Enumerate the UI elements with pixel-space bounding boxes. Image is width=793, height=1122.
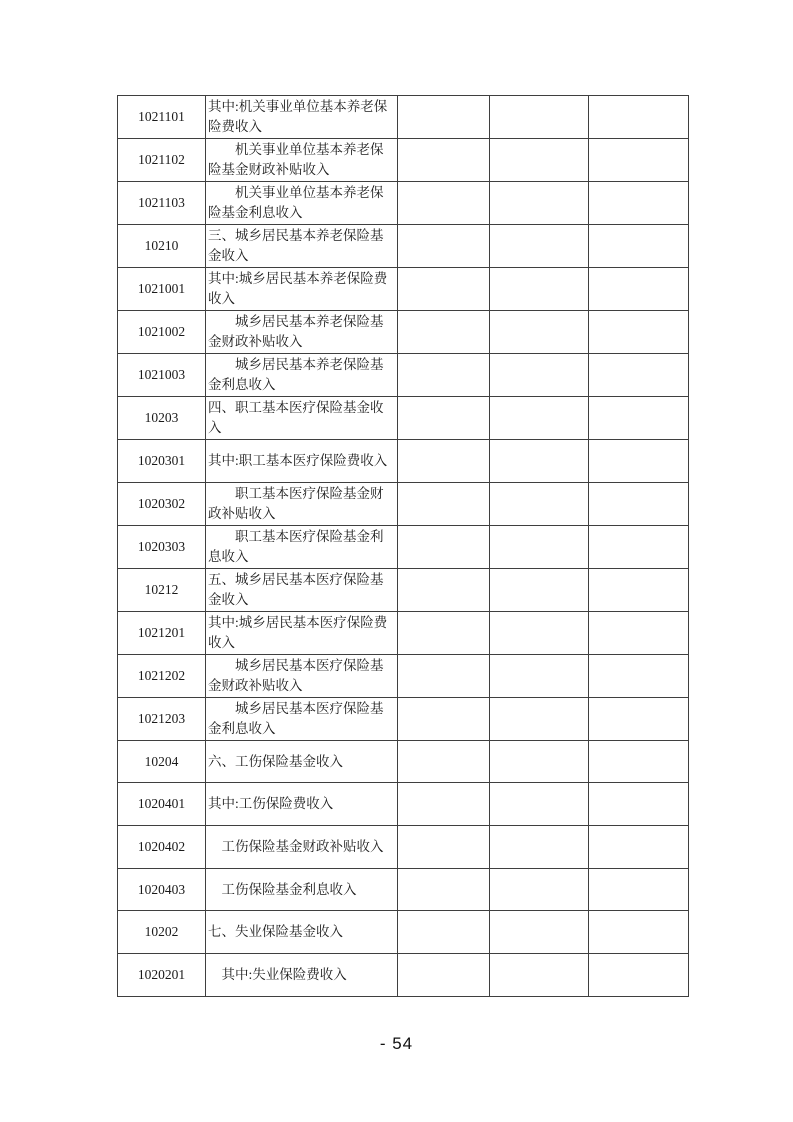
value-cell-3 xyxy=(589,139,689,182)
table-row xyxy=(118,568,689,611)
value-cell-1 xyxy=(398,697,490,740)
value-cell-3 xyxy=(589,826,689,869)
value-cell-3 xyxy=(589,225,689,268)
item-cell: 其中:工伤保险费收入 xyxy=(206,783,398,826)
value-cell-1 xyxy=(398,954,490,997)
code-cell: 1021103 xyxy=(118,182,206,225)
code-cell: 1020402 xyxy=(118,826,206,869)
value-cell-2 xyxy=(490,568,589,611)
value-cell-2 xyxy=(490,954,589,997)
value-cell-3 xyxy=(589,611,689,654)
item-cell: 工伤保险基金利息收入 xyxy=(206,868,398,911)
code-cell: 1021102 xyxy=(118,139,206,182)
table-row xyxy=(118,783,689,826)
code-cell: 10210 xyxy=(118,225,206,268)
code-cell: 1020201 xyxy=(118,954,206,997)
item-cell: 工伤保险基金财政补贴收入 xyxy=(206,826,398,869)
table-row xyxy=(118,954,689,997)
value-cell-3 xyxy=(589,654,689,697)
table-row xyxy=(118,654,689,697)
item-cell: 机关事业单位基本养老保险基金利息收入 xyxy=(206,182,398,225)
item-cell: 机关事业单位基本养老保险基金财政补贴收入 xyxy=(206,139,398,182)
value-cell-2 xyxy=(490,525,589,568)
value-cell-2 xyxy=(490,182,589,225)
value-cell-1 xyxy=(398,397,490,440)
value-cell-1 xyxy=(398,482,490,525)
value-cell-2 xyxy=(490,654,589,697)
value-cell-1 xyxy=(398,182,490,225)
value-cell-1 xyxy=(398,525,490,568)
table-row xyxy=(118,868,689,911)
code-cell: 10204 xyxy=(118,740,206,783)
item-cell: 职工基本医疗保险基金财政补贴收入 xyxy=(206,482,398,525)
table-row xyxy=(118,697,689,740)
code-cell: 1021202 xyxy=(118,654,206,697)
value-cell-2 xyxy=(490,96,589,139)
item-cell: 四、职工基本医疗保险基金收入 xyxy=(206,397,398,440)
table-row xyxy=(118,740,689,783)
value-cell-2 xyxy=(490,354,589,397)
value-cell-3 xyxy=(589,397,689,440)
value-cell-3 xyxy=(589,482,689,525)
table-row xyxy=(118,826,689,869)
value-cell-1 xyxy=(398,268,490,311)
value-cell-1 xyxy=(398,911,490,954)
code-cell: 1020301 xyxy=(118,440,206,483)
value-cell-1 xyxy=(398,440,490,483)
table-row xyxy=(118,397,689,440)
code-cell: 1021201 xyxy=(118,611,206,654)
value-cell-3 xyxy=(589,740,689,783)
value-cell-2 xyxy=(490,225,589,268)
table-row xyxy=(118,225,689,268)
value-cell-2 xyxy=(490,482,589,525)
code-cell: 10202 xyxy=(118,911,206,954)
item-cell: 职工基本医疗保险基金利息收入 xyxy=(206,525,398,568)
code-cell: 1020303 xyxy=(118,525,206,568)
value-cell-1 xyxy=(398,96,490,139)
item-cell: 其中:机关事业单位基本养老保险费收入 xyxy=(206,96,398,139)
item-cell: 六、工伤保险基金收入 xyxy=(206,740,398,783)
item-cell: 七、失业保险基金收入 xyxy=(206,911,398,954)
item-cell: 其中:职工基本医疗保险费收入 xyxy=(206,440,398,483)
table-row xyxy=(118,611,689,654)
value-cell-2 xyxy=(490,697,589,740)
value-cell-3 xyxy=(589,568,689,611)
table-row xyxy=(118,182,689,225)
table-row xyxy=(118,482,689,525)
code-cell: 10203 xyxy=(118,397,206,440)
value-cell-2 xyxy=(490,611,589,654)
table-body xyxy=(118,96,689,997)
value-cell-3 xyxy=(589,868,689,911)
value-cell-2 xyxy=(490,268,589,311)
value-cell-2 xyxy=(490,311,589,354)
value-cell-2 xyxy=(490,440,589,483)
code-cell: 1020302 xyxy=(118,482,206,525)
item-cell: 其中:城乡居民基本医疗保险费收入 xyxy=(206,611,398,654)
code-cell: 1021203 xyxy=(118,697,206,740)
value-cell-1 xyxy=(398,139,490,182)
table-row xyxy=(118,268,689,311)
value-cell-2 xyxy=(490,868,589,911)
code-cell: 1021003 xyxy=(118,354,206,397)
budget-income-table xyxy=(117,95,689,997)
value-cell-3 xyxy=(589,311,689,354)
table-row xyxy=(118,96,689,139)
item-cell: 三、城乡居民基本养老保险基金收入 xyxy=(206,225,398,268)
item-cell: 五、城乡居民基本医疗保险基金收入 xyxy=(206,568,398,611)
value-cell-1 xyxy=(398,611,490,654)
code-cell: 1020401 xyxy=(118,783,206,826)
value-cell-2 xyxy=(490,139,589,182)
value-cell-1 xyxy=(398,826,490,869)
item-cell: 城乡居民基本养老保险基金财政补贴收入 xyxy=(206,311,398,354)
item-cell: 其中:失业保险费收入 xyxy=(206,954,398,997)
value-cell-1 xyxy=(398,354,490,397)
value-cell-3 xyxy=(589,697,689,740)
page-number: - 54 xyxy=(379,1034,414,1053)
value-cell-1 xyxy=(398,783,490,826)
value-cell-3 xyxy=(589,354,689,397)
value-cell-2 xyxy=(490,826,589,869)
item-cell: 城乡居民基本养老保险基金利息收入 xyxy=(206,354,398,397)
value-cell-1 xyxy=(398,740,490,783)
value-cell-1 xyxy=(398,868,490,911)
value-cell-2 xyxy=(490,740,589,783)
code-cell: 1020403 xyxy=(118,868,206,911)
value-cell-2 xyxy=(490,783,589,826)
code-cell: 1021002 xyxy=(118,311,206,354)
value-cell-3 xyxy=(589,96,689,139)
code-cell: 1021001 xyxy=(118,268,206,311)
table-row xyxy=(118,311,689,354)
value-cell-3 xyxy=(589,525,689,568)
value-cell-1 xyxy=(398,568,490,611)
code-cell: 1021101 xyxy=(118,96,206,139)
value-cell-2 xyxy=(490,911,589,954)
item-cell: 其中:城乡居民基本养老保险费收入 xyxy=(206,268,398,311)
value-cell-3 xyxy=(589,182,689,225)
value-cell-3 xyxy=(589,911,689,954)
value-cell-3 xyxy=(589,268,689,311)
value-cell-1 xyxy=(398,225,490,268)
code-cell: 10212 xyxy=(118,568,206,611)
table-row xyxy=(118,440,689,483)
item-cell: 城乡居民基本医疗保险基金利息收入 xyxy=(206,697,398,740)
value-cell-3 xyxy=(589,440,689,483)
value-cell-1 xyxy=(398,311,490,354)
value-cell-3 xyxy=(589,954,689,997)
item-cell: 城乡居民基本医疗保险基金财政补贴收入 xyxy=(206,654,398,697)
table-row xyxy=(118,354,689,397)
value-cell-3 xyxy=(589,783,689,826)
table-row xyxy=(118,139,689,182)
table-row xyxy=(118,525,689,568)
value-cell-2 xyxy=(490,397,589,440)
table-row xyxy=(118,911,689,954)
value-cell-1 xyxy=(398,654,490,697)
